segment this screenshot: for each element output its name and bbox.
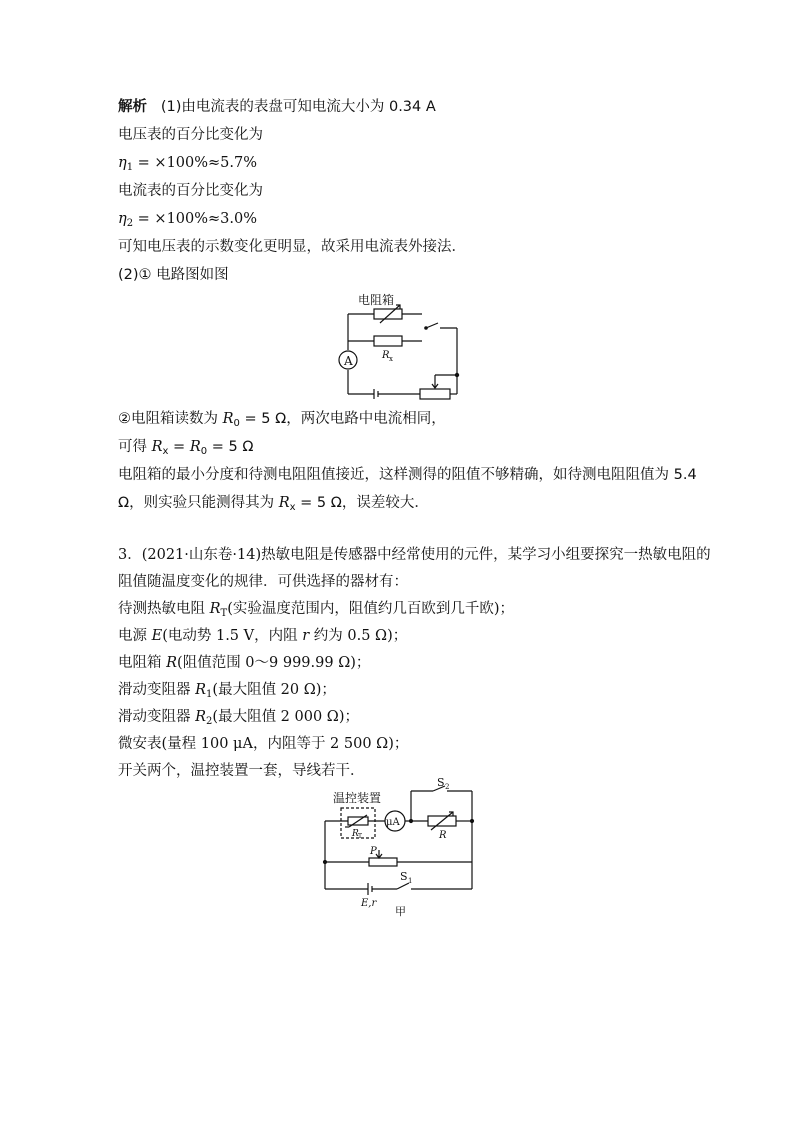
solution-line-9 <box>118 438 253 461</box>
eta-symbol: η <box>118 211 127 227</box>
circuit-diagram-1 <box>330 290 480 402</box>
text: (最大阻值 2 000 Ω)； <box>212 709 359 725</box>
rheostat-icon <box>369 858 397 866</box>
solution-line-7: (2)① 电路图如图 <box>118 267 229 283</box>
text: 电源 <box>118 628 152 644</box>
thermostat-label: 温控装置 <box>333 791 382 805</box>
solution-line-10: 电阻箱的最小分度和待测电阻阻值接近，这样测得的阻值不够精确，如待测电阻阻值为 5.4 <box>118 467 697 483</box>
symbol: R <box>278 495 290 511</box>
eta-formula: = ×100%≈3.0% <box>133 211 258 227</box>
subscript: 1 <box>206 689 213 700</box>
solution-line-1 <box>118 98 436 116</box>
s2-label: S <box>437 776 445 789</box>
text: Ω，则实验只能测得其为 <box>118 495 279 511</box>
symbol: E <box>151 628 163 644</box>
symbol: R <box>195 709 207 725</box>
switch-icon <box>426 323 438 328</box>
solution-line-11 <box>118 494 429 517</box>
symbol: R <box>209 601 221 617</box>
subscript: x <box>289 502 296 513</box>
solution-line-2: 电压表的百分比变化为 <box>118 127 263 143</box>
subscript: 2 <box>206 716 213 727</box>
rx-subscript: x <box>389 355 393 363</box>
text: = 5 Ω，误差较大． <box>295 495 429 511</box>
problem-3-line-5 <box>118 654 370 672</box>
p-label: P <box>370 846 377 857</box>
text: 约为 0.5 Ω)； <box>309 628 408 644</box>
eta-formula: = ×100%≈5.7% <box>133 155 258 171</box>
solution-line-6: 可知电压表的示数变化更明显，故采用电流表外接法． <box>118 239 466 255</box>
symbol: R <box>189 439 201 455</box>
text: = 5 Ω，两次电路中电流相同， <box>239 411 446 427</box>
eta-subscript: 1 <box>126 162 134 173</box>
solution-line-5 <box>118 210 257 233</box>
text: 滑动变阻器 <box>118 709 196 725</box>
subscript: 0 <box>233 418 240 429</box>
circuit-diagram-2 <box>315 772 485 920</box>
r-label: R <box>439 830 447 841</box>
symbol: R <box>166 655 178 671</box>
rx-label: R <box>382 350 390 361</box>
text: (最大阻值 20 Ω)； <box>212 682 336 698</box>
text: = <box>168 439 190 455</box>
resistance-box-label: 电阻箱 <box>358 293 395 307</box>
text: (电动势 1.5 V，内阻 <box>162 628 303 644</box>
rt-subscript: T <box>358 833 363 840</box>
problem-3-line-3 <box>118 600 514 623</box>
rheostat-icon <box>420 389 450 399</box>
battery-label: E,r <box>361 898 377 909</box>
text: 电阻箱 <box>118 655 167 671</box>
solution-text: (1)由电流表的表盘可知电流大小为 0.34 A <box>160 99 436 115</box>
subscript: T <box>220 608 228 619</box>
symbol: R <box>151 439 163 455</box>
problem-3-line-1: 3．(2021·山东卷·14)热敏电阻是传感器中经常使用的元件，某学习小组要探究一热敏电阻的 <box>118 547 711 563</box>
s1-label: S <box>400 870 408 883</box>
solution-line-4: 电流表的百分比变化为 <box>118 183 263 199</box>
solution-line-3 <box>118 154 257 177</box>
solution-line-8 <box>118 410 446 433</box>
problem-3-line-7 <box>118 708 359 731</box>
problem-3-line-9: 开关两个，温控装置一套，导线若干． <box>118 763 365 779</box>
solution-heading: 解析 <box>118 99 147 115</box>
figure-caption: 甲 <box>395 905 406 918</box>
eta-subscript: 2 <box>126 218 134 229</box>
problem-3-line-6 <box>118 681 336 704</box>
text: 可得 <box>118 439 152 455</box>
text: 滑动变阻器 <box>118 682 196 698</box>
text: (阻值范围 0～9 999.99 Ω)； <box>177 655 371 671</box>
problem-3-line-8: 微安表(量程 100 μA，内阻等于 2 500 Ω)； <box>118 736 409 752</box>
rx-resistor-icon <box>374 336 402 346</box>
problem-3-line-4 <box>118 627 407 645</box>
s1-subscript: 1 <box>408 877 413 885</box>
symbol: R <box>195 682 207 698</box>
ammeter-label: A <box>344 354 353 368</box>
text: 待测热敏电阻 <box>118 601 210 617</box>
resistance-box-icon <box>374 309 402 319</box>
problem-3-line-2: 阻值随温度变化的规律．可供选择的器材有： <box>118 574 408 590</box>
subscript: x <box>162 446 169 457</box>
subscript: 0 <box>200 446 208 457</box>
symbol: R <box>222 411 234 427</box>
symbol: r <box>302 628 310 644</box>
s2-subscript: 2 <box>445 783 450 791</box>
text: (实验温度范围内，阻值约几百欧到几千欧)； <box>227 601 515 617</box>
microammeter-label: μA <box>386 817 400 828</box>
rt-label: R <box>352 829 359 839</box>
text: = 5 Ω <box>207 439 254 455</box>
text: ②电阻箱读数为 <box>118 411 223 427</box>
eta-symbol: η <box>118 155 127 171</box>
